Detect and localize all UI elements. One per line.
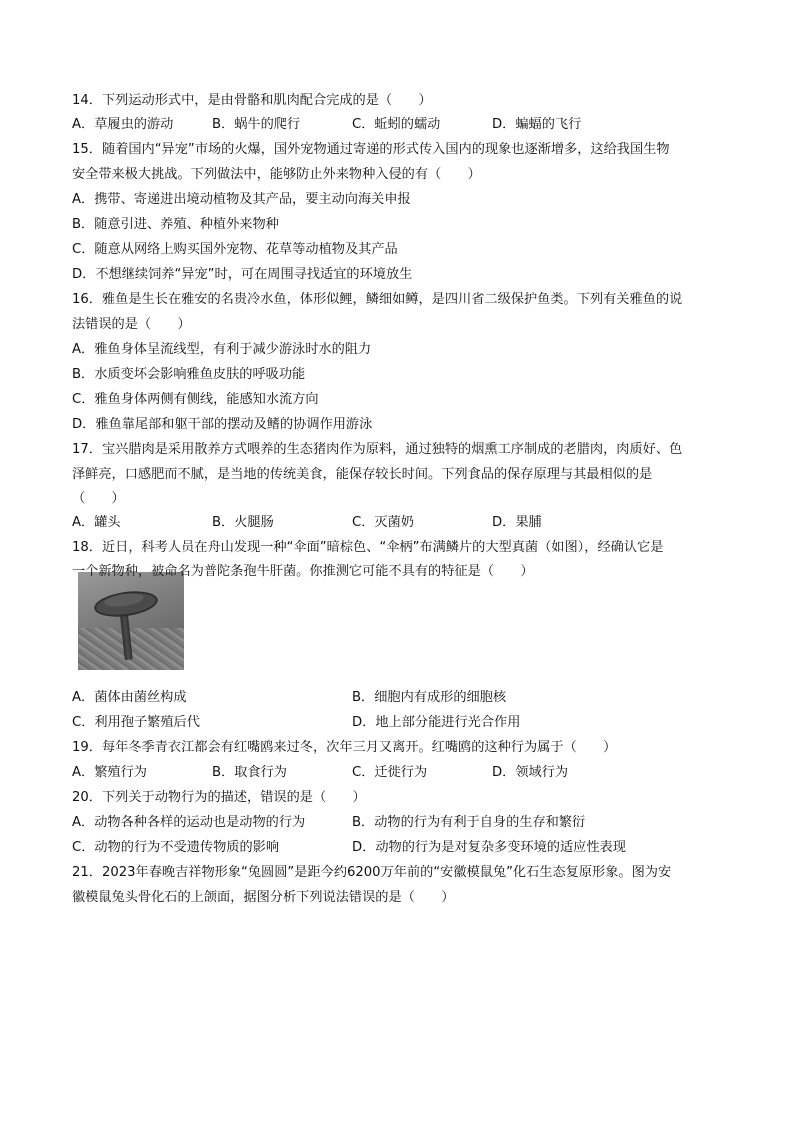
- q16-option-b: B．水质变坏会影响雅鱼皮肤的呼吸功能: [72, 367, 306, 382]
- q20-option-d: D．动物的行为是对复杂多变环境的适应性表现: [352, 840, 626, 855]
- q14-option-a: A．草履虫的游动: [72, 117, 174, 132]
- question-21-stem-line1: 21．2023年春晚吉祥物形象“兔圆圆”是距今约6200万年前的“安徽模鼠兔”化石生态复原形象。图为安: [72, 865, 672, 880]
- q14-option-d: D．蝙蝠的飞行: [492, 117, 582, 132]
- question-18-stem-line1: 18．近日，科考人员在舟山发现一种“伞面”暗棕色、“伞柄”布满鳞片的大型真菌（如图），经确认它是: [72, 540, 664, 555]
- question-15-stem-line1: 15．随着国内“异宠”市场的火爆，国外宠物通过寄递的形式传入国内的现象也逐渐增多，这给我国生物: [72, 142, 670, 157]
- q15-option-a: A．携带、寄递进出境动植物及其产品，要主动向海关申报: [72, 192, 411, 207]
- q15-option-b: B．随意引进、养殖、种植外来物种: [72, 217, 279, 232]
- question-21-stem-line2: 徽模鼠兔头骨化石的上颌面，据图分析下列说法错误的是（ ）: [72, 890, 455, 905]
- q18-option-a: A．菌体由菌丝构成: [72, 690, 187, 705]
- question-17-stem-line1: 17．宝兴腊肉是采用散养方式喂养的生态猪肉作为原料，通过独特的烟熏工序制成的老腊肉，肉质好、色: [72, 442, 683, 457]
- q14-option-b: B．蜗牛的爬行: [212, 117, 301, 132]
- question-17-stem-line3: （ ）: [72, 491, 125, 506]
- question-15-stem-line2: 安全带来极大挑战。下列做法中，能够防止外来物种入侵的有（ ）: [72, 167, 481, 182]
- q15-option-c: C．随意从网络上购买国外宠物、花草等动植物及其产品: [72, 242, 398, 257]
- q17-option-c: C．灭菌奶: [352, 515, 414, 530]
- q20-option-c: C．动物的行为不受遗传物质的影响: [72, 840, 280, 855]
- q16-option-d: D．雅鱼靠尾部和躯干部的摆动及鳍的协调作用游泳: [72, 417, 373, 432]
- q16-option-a: A．雅鱼身体呈流线型，有利于减少游泳时水的阻力: [72, 342, 372, 357]
- q17-option-a: A．罐头: [72, 515, 121, 530]
- q17-option-b: B．火腿肠: [212, 515, 274, 530]
- question-20-stem: 20．下列关于动物行为的描述，错误的是（ ）: [72, 790, 366, 805]
- question-18-stem-line2: 一个新物种，被命名为普陀条孢牛肝菌。你推测它可能不具有的特征是（ ）: [72, 564, 534, 579]
- q19-option-b: B．取食行为: [212, 765, 287, 780]
- question-16-stem-line2: 法错误的是（ ）: [72, 317, 191, 332]
- q19-option-d: D．领域行为: [492, 765, 569, 780]
- q18-option-c: C．利用孢子繁殖后代: [72, 715, 200, 730]
- q15-option-d: D．不想继续饲养“异宠”时，可在周围寻找适宜的环境放生: [72, 267, 413, 282]
- q18-option-d: D．地上部分能进行光合作用: [352, 715, 521, 730]
- question-19-stem: 19．每年冬季青衣江都会有红嘴鸥来过冬，次年三月又离开。红嘴鸥的这种行为属于（ ）: [72, 740, 617, 755]
- mushroom-photo: [78, 572, 184, 670]
- q16-option-c: C．雅鱼身体两侧有侧线，能感知水流方向: [72, 392, 319, 407]
- q14-option-c: C．蚯蚓的蠕动: [352, 117, 441, 132]
- q17-option-d: D．果脯: [492, 515, 542, 530]
- q19-option-a: A．繁殖行为: [72, 765, 147, 780]
- q19-option-c: C．迁徙行为: [352, 765, 428, 780]
- q20-option-b: B．动物的行为有利于自身的生存和繁衍: [352, 815, 586, 830]
- q20-option-a: A．动物各种各样的运动也是动物的行为: [72, 815, 306, 830]
- question-16-stem-line1: 16．雅鱼是生长在雅安的名贵冷水鱼，体形似鲤，鳞细如鳟，是四川省二级保护鱼类。下列有关雅鱼的说: [72, 292, 683, 307]
- question-17-stem-line2: 泽鲜亮，口感肥而不腻，是当地的传统美食，能保存较长时间。下列食品的保存原理与其最相似的是: [72, 467, 653, 482]
- q18-option-b: B．细胞内有成形的细胞核: [352, 690, 507, 705]
- question-14-stem: 14．下列运动形式中，是由骨骼和肌肉配合完成的是（ ）: [72, 93, 432, 108]
